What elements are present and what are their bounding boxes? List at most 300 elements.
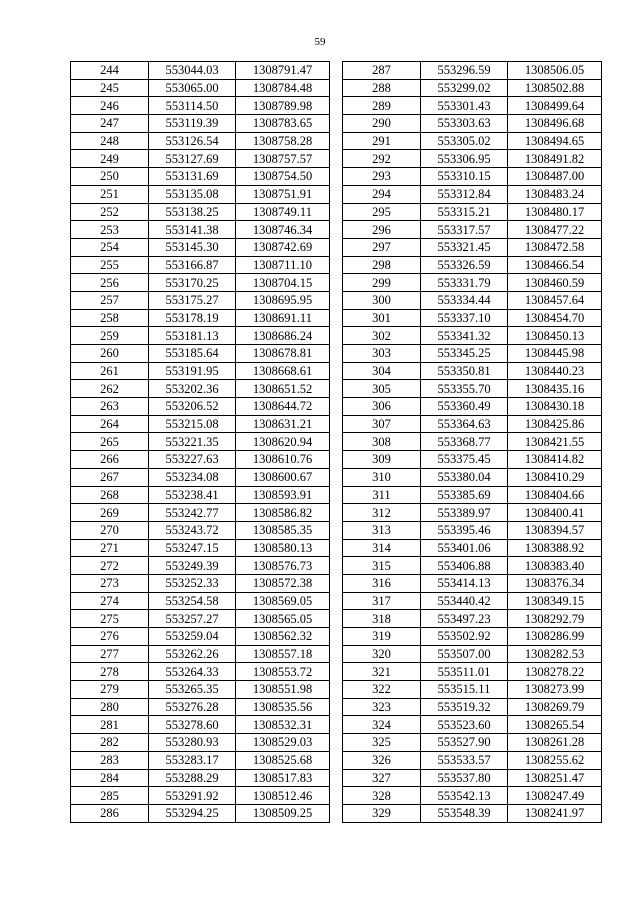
y-coordinate-cell: 1308273.99 (508, 681, 602, 699)
x-coordinate-cell: 553202.36 (149, 380, 236, 398)
x-coordinate-cell: 553227.63 (149, 451, 236, 469)
point-number-cell: 264 (71, 415, 149, 433)
table-row (71, 574, 330, 592)
table-row (71, 256, 330, 274)
x-coordinate-cell: 553360.49 (421, 398, 508, 416)
point-number-cell: 269 (71, 504, 149, 522)
table-row (71, 610, 330, 628)
point-number-cell: 288 (343, 79, 421, 97)
table-row (343, 681, 602, 699)
point-number-cell: 266 (71, 451, 149, 469)
y-coordinate-cell: 1308651.52 (236, 380, 330, 398)
x-coordinate-cell: 553310.15 (421, 168, 508, 186)
y-coordinate-cell: 1308435.16 (508, 380, 602, 398)
y-coordinate-cell: 1308517.83 (236, 769, 330, 787)
x-coordinate-cell: 553364.63 (421, 415, 508, 433)
y-coordinate-cell: 1308551.98 (236, 681, 330, 699)
y-coordinate-cell: 1308491.82 (508, 150, 602, 168)
table-row (343, 486, 602, 504)
x-coordinate-cell: 553306.95 (421, 150, 508, 168)
x-coordinate-cell: 553238.41 (149, 486, 236, 504)
x-coordinate-cell: 553265.35 (149, 681, 236, 699)
y-coordinate-cell: 1308593.91 (236, 486, 330, 504)
point-number-cell: 303 (343, 345, 421, 363)
y-coordinate-cell: 1308499.64 (508, 97, 602, 115)
y-coordinate-cell: 1308569.05 (236, 592, 330, 610)
x-coordinate-cell: 553291.92 (149, 787, 236, 805)
point-number-cell: 306 (343, 398, 421, 416)
table-row (71, 504, 330, 522)
table-row (343, 734, 602, 752)
y-coordinate-cell: 1308586.82 (236, 504, 330, 522)
x-coordinate-cell: 553312.84 (421, 185, 508, 203)
coordinates-table-right (342, 61, 602, 823)
point-number-cell: 321 (343, 663, 421, 681)
point-number-cell: 254 (71, 238, 149, 256)
x-coordinate-cell: 553375.45 (421, 451, 508, 469)
x-coordinate-cell: 553355.70 (421, 380, 508, 398)
point-number-cell: 247 (71, 115, 149, 133)
point-number-cell: 279 (71, 681, 149, 699)
table-row (71, 468, 330, 486)
x-coordinate-cell: 553414.13 (421, 574, 508, 592)
x-coordinate-cell: 553185.64 (149, 345, 236, 363)
point-number-cell: 325 (343, 734, 421, 752)
x-coordinate-cell: 553368.77 (421, 433, 508, 451)
table-row (343, 521, 602, 539)
point-number-cell: 249 (71, 150, 149, 168)
x-coordinate-cell: 553299.02 (421, 79, 508, 97)
x-coordinate-cell: 553380.04 (421, 468, 508, 486)
y-coordinate-cell: 1308535.56 (236, 698, 330, 716)
table-row (71, 380, 330, 398)
y-coordinate-cell: 1308454.70 (508, 309, 602, 327)
x-coordinate-cell: 553278.60 (149, 716, 236, 734)
point-number-cell: 246 (71, 97, 149, 115)
y-coordinate-cell: 1308410.29 (508, 468, 602, 486)
x-coordinate-cell: 553321.45 (421, 238, 508, 256)
point-number-cell: 267 (71, 468, 149, 486)
table-row (343, 327, 602, 345)
table-row (71, 309, 330, 327)
table-row (71, 751, 330, 769)
point-number-cell: 287 (343, 62, 421, 80)
x-coordinate-cell: 553191.95 (149, 362, 236, 380)
point-number-cell: 312 (343, 504, 421, 522)
x-coordinate-cell: 553305.02 (421, 132, 508, 150)
x-coordinate-cell: 553215.08 (149, 415, 236, 433)
x-coordinate-cell: 553138.25 (149, 203, 236, 221)
point-number-cell: 277 (71, 645, 149, 663)
table-row (71, 486, 330, 504)
y-coordinate-cell: 1308292.79 (508, 610, 602, 628)
y-coordinate-cell: 1308480.17 (508, 203, 602, 221)
point-number-cell: 258 (71, 309, 149, 327)
point-number-cell: 289 (343, 97, 421, 115)
y-coordinate-cell: 1308483.24 (508, 185, 602, 203)
x-coordinate-cell: 553345.25 (421, 345, 508, 363)
x-coordinate-cell: 553145.30 (149, 238, 236, 256)
x-coordinate-cell: 553294.25 (149, 804, 236, 822)
table-row (343, 345, 602, 363)
table-row (71, 663, 330, 681)
x-coordinate-cell: 553276.28 (149, 698, 236, 716)
y-coordinate-cell: 1308784.48 (236, 79, 330, 97)
x-coordinate-cell: 553548.39 (421, 804, 508, 822)
x-coordinate-cell: 553178.19 (149, 309, 236, 327)
table-row (343, 592, 602, 610)
table-row (71, 115, 330, 133)
table-row (71, 291, 330, 309)
x-coordinate-cell: 553315.21 (421, 203, 508, 221)
y-coordinate-cell: 1308668.61 (236, 362, 330, 380)
y-coordinate-cell: 1308525.68 (236, 751, 330, 769)
point-number-cell: 294 (343, 185, 421, 203)
table-row (343, 451, 602, 469)
table-row (343, 185, 602, 203)
y-coordinate-cell: 1308376.34 (508, 574, 602, 592)
y-coordinate-cell: 1308477.22 (508, 221, 602, 239)
table-row (343, 787, 602, 805)
x-coordinate-cell: 553283.17 (149, 751, 236, 769)
y-coordinate-cell: 1308711.10 (236, 256, 330, 274)
y-coordinate-cell: 1308509.25 (236, 804, 330, 822)
y-coordinate-cell: 1308261.28 (508, 734, 602, 752)
y-coordinate-cell: 1308553.72 (236, 663, 330, 681)
x-coordinate-cell: 553303.63 (421, 115, 508, 133)
y-coordinate-cell: 1308278.22 (508, 663, 602, 681)
point-number-cell: 297 (343, 238, 421, 256)
y-coordinate-cell: 1308600.67 (236, 468, 330, 486)
y-coordinate-cell: 1308644.72 (236, 398, 330, 416)
x-coordinate-cell: 553317.57 (421, 221, 508, 239)
point-number-cell: 311 (343, 486, 421, 504)
table-row (71, 362, 330, 380)
point-number-cell: 244 (71, 62, 149, 80)
y-coordinate-cell: 1308421.55 (508, 433, 602, 451)
y-coordinate-cell: 1308487.00 (508, 168, 602, 186)
table-row (343, 221, 602, 239)
point-number-cell: 273 (71, 574, 149, 592)
table-row (71, 557, 330, 575)
x-coordinate-cell: 553497.23 (421, 610, 508, 628)
point-number-cell: 301 (343, 309, 421, 327)
point-number-cell: 270 (71, 521, 149, 539)
point-number-cell: 271 (71, 539, 149, 557)
x-coordinate-cell: 553259.04 (149, 628, 236, 646)
table-row (71, 451, 330, 469)
point-number-cell: 310 (343, 468, 421, 486)
table-body-left (71, 62, 330, 823)
x-coordinate-cell: 553170.25 (149, 274, 236, 292)
point-number-cell: 272 (71, 557, 149, 575)
y-coordinate-cell: 1308286.99 (508, 628, 602, 646)
table-row (71, 769, 330, 787)
y-coordinate-cell: 1308450.13 (508, 327, 602, 345)
table-row (343, 115, 602, 133)
table-row (343, 504, 602, 522)
table-row (343, 574, 602, 592)
x-coordinate-cell: 553401.06 (421, 539, 508, 557)
table-row (71, 804, 330, 822)
point-number-cell: 326 (343, 751, 421, 769)
x-coordinate-cell: 553515.11 (421, 681, 508, 699)
point-number-cell: 278 (71, 663, 149, 681)
y-coordinate-cell: 1308789.98 (236, 97, 330, 115)
x-coordinate-cell: 553126.54 (149, 132, 236, 150)
point-number-cell: 320 (343, 645, 421, 663)
y-coordinate-cell: 1308404.66 (508, 486, 602, 504)
table-row (343, 698, 602, 716)
y-coordinate-cell: 1308414.82 (508, 451, 602, 469)
y-coordinate-cell: 1308585.35 (236, 521, 330, 539)
point-number-cell: 307 (343, 415, 421, 433)
point-number-cell: 284 (71, 769, 149, 787)
point-number-cell: 317 (343, 592, 421, 610)
point-number-cell: 309 (343, 451, 421, 469)
y-coordinate-cell: 1308704.15 (236, 274, 330, 292)
point-number-cell: 328 (343, 787, 421, 805)
table-row (71, 398, 330, 416)
table-row (343, 398, 602, 416)
y-coordinate-cell: 1308631.21 (236, 415, 330, 433)
point-number-cell: 313 (343, 521, 421, 539)
point-number-cell: 327 (343, 769, 421, 787)
point-number-cell: 316 (343, 574, 421, 592)
x-coordinate-cell: 553044.03 (149, 62, 236, 80)
x-coordinate-cell: 553280.93 (149, 734, 236, 752)
table-row (343, 539, 602, 557)
y-coordinate-cell: 1308686.24 (236, 327, 330, 345)
y-coordinate-cell: 1308394.57 (508, 521, 602, 539)
x-coordinate-cell: 553502.92 (421, 628, 508, 646)
x-coordinate-cell: 553135.08 (149, 185, 236, 203)
y-coordinate-cell: 1308757.57 (236, 150, 330, 168)
x-coordinate-cell: 553114.50 (149, 97, 236, 115)
y-coordinate-cell: 1308388.92 (508, 539, 602, 557)
x-coordinate-cell: 553331.79 (421, 274, 508, 292)
y-coordinate-cell: 1308751.91 (236, 185, 330, 203)
table-row (71, 415, 330, 433)
y-coordinate-cell: 1308572.38 (236, 574, 330, 592)
point-number-cell: 329 (343, 804, 421, 822)
y-coordinate-cell: 1308460.59 (508, 274, 602, 292)
y-coordinate-cell: 1308610.76 (236, 451, 330, 469)
x-coordinate-cell: 553341.32 (421, 327, 508, 345)
y-coordinate-cell: 1308400.41 (508, 504, 602, 522)
y-coordinate-cell: 1308506.05 (508, 62, 602, 80)
point-number-cell: 281 (71, 716, 149, 734)
x-coordinate-cell: 553350.81 (421, 362, 508, 380)
table-row (71, 327, 330, 345)
y-coordinate-cell: 1308425.86 (508, 415, 602, 433)
point-number-cell: 268 (71, 486, 149, 504)
table-row (343, 203, 602, 221)
x-coordinate-cell: 553301.43 (421, 97, 508, 115)
point-number-cell: 293 (343, 168, 421, 186)
table-row (71, 734, 330, 752)
table-row (343, 291, 602, 309)
point-number-cell: 252 (71, 203, 149, 221)
x-coordinate-cell: 553262.26 (149, 645, 236, 663)
x-coordinate-cell: 553337.10 (421, 309, 508, 327)
point-number-cell: 304 (343, 362, 421, 380)
x-coordinate-cell: 553264.33 (149, 663, 236, 681)
y-coordinate-cell: 1308783.65 (236, 115, 330, 133)
y-coordinate-cell: 1308532.31 (236, 716, 330, 734)
y-coordinate-cell: 1308529.03 (236, 734, 330, 752)
y-coordinate-cell: 1308754.50 (236, 168, 330, 186)
table-row (71, 521, 330, 539)
point-number-cell: 276 (71, 628, 149, 646)
x-coordinate-cell: 553175.27 (149, 291, 236, 309)
y-coordinate-cell: 1308746.34 (236, 221, 330, 239)
table-row (343, 628, 602, 646)
table-row (71, 433, 330, 451)
page-number: 59 (314, 36, 326, 48)
table-row (71, 185, 330, 203)
table-row (71, 79, 330, 97)
table-row (71, 132, 330, 150)
table-row (343, 309, 602, 327)
point-number-cell: 322 (343, 681, 421, 699)
table-row (71, 645, 330, 663)
x-coordinate-cell: 553166.87 (149, 256, 236, 274)
x-coordinate-cell: 553537.80 (421, 769, 508, 787)
y-coordinate-cell: 1308758.28 (236, 132, 330, 150)
point-number-cell: 257 (71, 291, 149, 309)
coordinates-table-left (70, 61, 330, 823)
point-number-cell: 291 (343, 132, 421, 150)
table-row (71, 539, 330, 557)
table-row (343, 362, 602, 380)
y-coordinate-cell: 1308565.05 (236, 610, 330, 628)
y-coordinate-cell: 1308576.73 (236, 557, 330, 575)
x-coordinate-cell: 553395.46 (421, 521, 508, 539)
point-number-cell: 280 (71, 698, 149, 716)
table-row (343, 468, 602, 486)
y-coordinate-cell: 1308269.79 (508, 698, 602, 716)
point-number-cell: 308 (343, 433, 421, 451)
point-number-cell: 251 (71, 185, 149, 203)
table-row (343, 433, 602, 451)
point-number-cell: 290 (343, 115, 421, 133)
table-row (343, 415, 602, 433)
x-coordinate-cell: 553247.15 (149, 539, 236, 557)
x-coordinate-cell: 553511.01 (421, 663, 508, 681)
table-row (343, 132, 602, 150)
table-row (343, 663, 602, 681)
x-coordinate-cell: 553542.13 (421, 787, 508, 805)
y-coordinate-cell: 1308691.11 (236, 309, 330, 327)
y-coordinate-cell: 1308251.47 (508, 769, 602, 787)
y-coordinate-cell: 1308557.18 (236, 645, 330, 663)
table-row (343, 610, 602, 628)
x-coordinate-cell: 553234.08 (149, 468, 236, 486)
point-number-cell: 324 (343, 716, 421, 734)
point-number-cell: 253 (71, 221, 149, 239)
x-coordinate-cell: 553243.72 (149, 521, 236, 539)
point-number-cell: 256 (71, 274, 149, 292)
x-coordinate-cell: 553385.69 (421, 486, 508, 504)
x-coordinate-cell: 553221.35 (149, 433, 236, 451)
y-coordinate-cell: 1308440.23 (508, 362, 602, 380)
x-coordinate-cell: 553127.69 (149, 150, 236, 168)
x-coordinate-cell: 553254.58 (149, 592, 236, 610)
x-coordinate-cell: 553533.57 (421, 751, 508, 769)
point-number-cell: 282 (71, 734, 149, 752)
point-number-cell: 305 (343, 380, 421, 398)
table-row (343, 62, 602, 80)
point-number-cell: 292 (343, 150, 421, 168)
table-row (343, 716, 602, 734)
table-row (71, 150, 330, 168)
table-row (343, 380, 602, 398)
table-row (343, 804, 602, 822)
point-number-cell: 286 (71, 804, 149, 822)
y-coordinate-cell: 1308282.53 (508, 645, 602, 663)
table-row (343, 97, 602, 115)
point-number-cell: 315 (343, 557, 421, 575)
point-number-cell: 275 (71, 610, 149, 628)
y-coordinate-cell: 1308496.68 (508, 115, 602, 133)
point-number-cell: 261 (71, 362, 149, 380)
y-coordinate-cell: 1308562.32 (236, 628, 330, 646)
table-row (343, 238, 602, 256)
x-coordinate-cell: 553527.90 (421, 734, 508, 752)
y-coordinate-cell: 1308494.65 (508, 132, 602, 150)
y-coordinate-cell: 1308678.81 (236, 345, 330, 363)
x-coordinate-cell: 553406.88 (421, 557, 508, 575)
x-coordinate-cell: 553249.39 (149, 557, 236, 575)
table-body-right (343, 62, 602, 823)
y-coordinate-cell: 1308255.62 (508, 751, 602, 769)
table-row (71, 716, 330, 734)
y-coordinate-cell: 1308466.54 (508, 256, 602, 274)
table-row (343, 274, 602, 292)
point-number-cell: 245 (71, 79, 149, 97)
point-number-cell: 250 (71, 168, 149, 186)
y-coordinate-cell: 1308749.11 (236, 203, 330, 221)
point-number-cell: 298 (343, 256, 421, 274)
x-coordinate-cell: 553257.27 (149, 610, 236, 628)
table-row (71, 168, 330, 186)
x-coordinate-cell: 553389.97 (421, 504, 508, 522)
table-row (71, 62, 330, 80)
x-coordinate-cell: 553065.00 (149, 79, 236, 97)
point-number-cell: 265 (71, 433, 149, 451)
x-coordinate-cell: 553119.39 (149, 115, 236, 133)
x-coordinate-cell: 553326.59 (421, 256, 508, 274)
point-number-cell: 248 (71, 132, 149, 150)
point-number-cell: 283 (71, 751, 149, 769)
table-row (71, 628, 330, 646)
x-coordinate-cell: 553242.77 (149, 504, 236, 522)
point-number-cell: 259 (71, 327, 149, 345)
y-coordinate-cell: 1308580.13 (236, 539, 330, 557)
table-row (71, 238, 330, 256)
y-coordinate-cell: 1308502.88 (508, 79, 602, 97)
point-number-cell: 300 (343, 291, 421, 309)
x-coordinate-cell: 553131.69 (149, 168, 236, 186)
point-number-cell: 323 (343, 698, 421, 716)
table-row (71, 203, 330, 221)
x-coordinate-cell: 553507.00 (421, 645, 508, 663)
x-coordinate-cell: 553206.52 (149, 398, 236, 416)
table-row (71, 97, 330, 115)
table-row (343, 645, 602, 663)
point-number-cell: 318 (343, 610, 421, 628)
